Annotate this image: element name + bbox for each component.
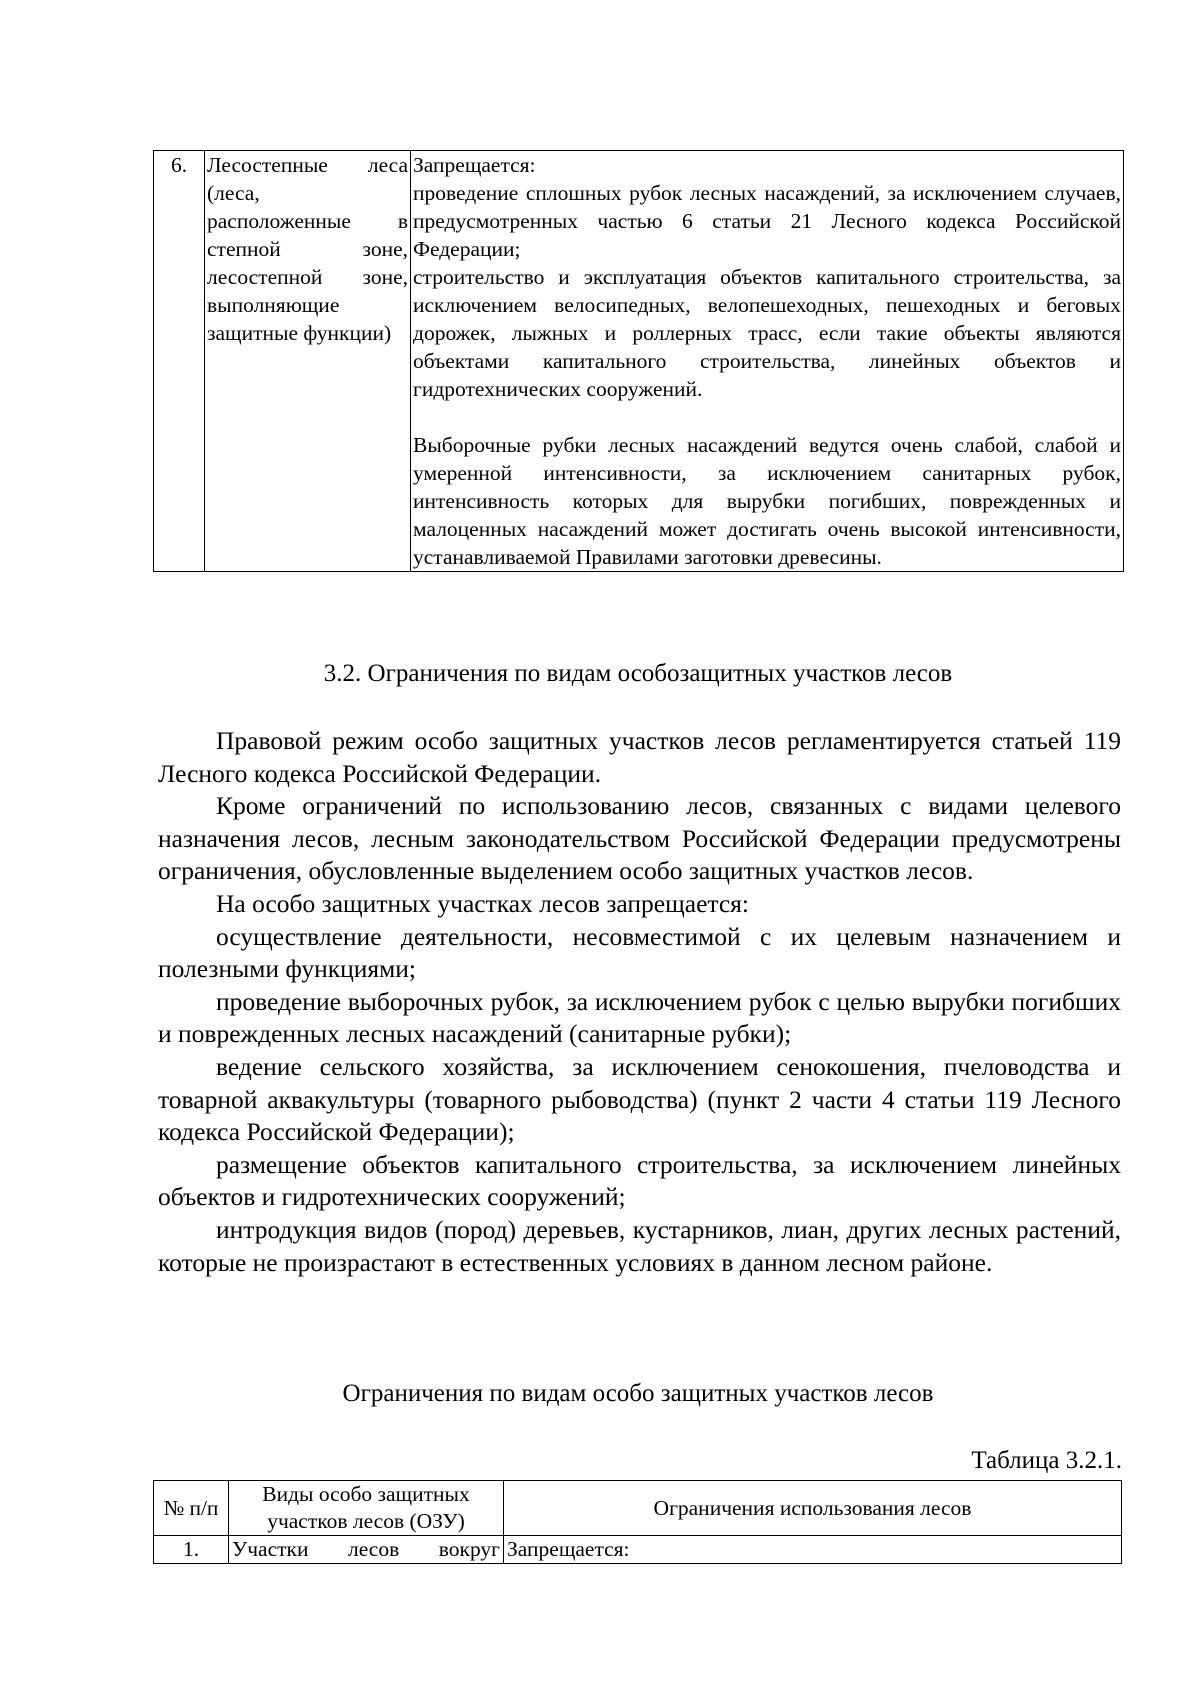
body-paragraph: интродукция видов (пород) деревьев, кустарников, лиан, других лесных растений, которые не произрастают в естественных условиях в данном лесном районе. [158, 1214, 1121, 1277]
column-header-number: № п/п [154, 1481, 229, 1536]
body-text [158, 725, 1121, 1279]
restriction-paragraph: Запрещается: [413, 153, 536, 177]
row-number: 6. [154, 151, 205, 572]
restriction-paragraph: проведение сплошных рубок лесных насаждений, за исключением случаев, предусмотренных частью 6 статьи 21 Лесного кодекса Российской Федерации; [413, 181, 1121, 261]
table-heading: Ограничения по видам особо защитных участков лесов [342, 1380, 934, 1407]
ozu-type-cell: Участки лесов вокруг [229, 1536, 504, 1564]
paragraph-gap [413, 403, 1121, 431]
restriction-paragraph: Выборочные рубки лесных насаждений ведутся очень слабой, слабой и умеренной интенсивности, за исключением санитарных рубок, интенсивность которых для вырубки погибших, поврежденных и малоценных насаждений может достигать очень высокой интенсивности, устанавливаемой Правилами заготовки древесины. [413, 433, 1121, 569]
forest-type-cell: Лесостепные леса (леса, расположенные в степной зоне, лесостепной зоне, выполняющие защитные функции) [205, 151, 411, 572]
ozu-restrictions-table [153, 1480, 1122, 1564]
table-row [154, 1536, 1122, 1564]
table-header-row [154, 1481, 1122, 1536]
body-paragraph: Кроме ограничений по использованию лесов, связанных с видами целевого назначения лесов, лесным законодательством Российской Федерации предусмотрены ограничения, обусловленные выделением особо защитных участков лесов. [158, 791, 1121, 886]
section-heading: 3.2. Ограничения по видам особозащитных участков лесов [323, 660, 953, 687]
body-paragraph: ведение сельского хозяйства, за исключением сенокошения, пчеловодства и товарной аквакультуры (товарного рыбоводства) (пункт 2 части 4 статьи 119 Лесного кодекса Российской Федерации); [158, 1051, 1121, 1147]
table-row [154, 151, 1124, 572]
body-paragraph: размещение объектов капитального строительства, за исключением линейных объектов и гидротехнических сооружений; [158, 1149, 1121, 1212]
restriction-paragraph: строительство и эксплуатация объектов капитального строительства, за исключением велосипедных, велопешеходных, пешеходных и беговых дорожек, лыжных и роллерных трасс, если такие объекты являются объектами капитального строительства, линейных объектов и гидротехнических сооружений. [413, 265, 1121, 401]
column-header-type: Виды особо защитных участков лесов (ОЗУ) [229, 1481, 504, 1536]
column-header-restrictions: Ограничения использования лесов [504, 1481, 1122, 1536]
forest-restrictions-table-top [153, 150, 1124, 572]
body-paragraph: осуществление деятельности, несовместимой с их целевым назначением и полезными функциями; [158, 921, 1121, 984]
body-paragraph: Правовой режим особо защитных участков лесов регламентируется статьей 119 Лесного кодекса Российской Федерации. [158, 726, 1121, 788]
body-paragraph: проведение выборочных рубок, за исключением рубок с целью вырубки погибших и поврежденных лесных насаждений (санитарные рубки); [158, 986, 1121, 1049]
table-caption: Таблица 3.2.1. [971, 1447, 1122, 1474]
body-paragraph: На особо защитных участках лесов запрещается: [216, 888, 749, 918]
restriction-cell: Запрещается: [504, 1536, 1122, 1564]
row-number: 1. [154, 1536, 229, 1564]
restriction-cell [411, 151, 1124, 572]
